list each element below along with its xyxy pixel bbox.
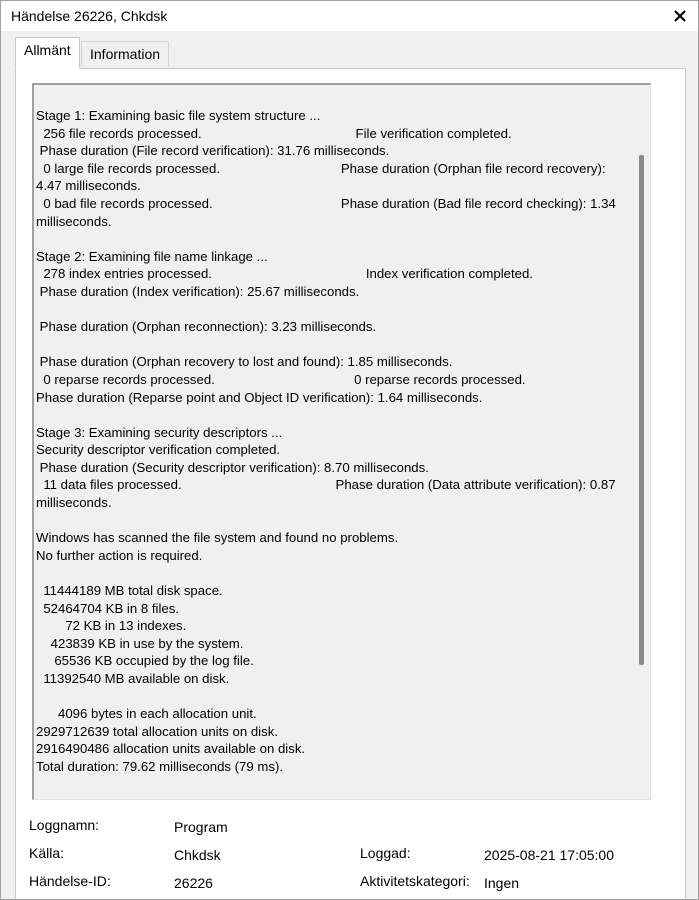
event-text-line [36,406,621,424]
event-text-line: Stage 3: Examining security descriptors ... [36,424,283,440]
event-text-line: 72 KB in 13 indexes. [36,618,187,634]
log-name-value[interactable]: Program [174,819,228,835]
event-text-line: Total duration: 79.62 milliseconds (79 ms). [36,758,284,774]
event-text-line [36,230,621,248]
event-text-line: 65536 KB occupied by the log file. [36,653,254,669]
close-button[interactable] [668,4,692,28]
event-text-line [36,564,621,582]
event-description-text[interactable] [36,107,621,776]
event-text-line: Phase duration (Orphan reconnection): 3.23 milliseconds. [36,319,377,335]
vertical-scrollbar-thumb[interactable] [639,155,644,665]
event-text-line: Phase duration (Index verification): 25.67 milliseconds. [36,283,360,299]
event-text-line: Security descriptor verification completed. [36,442,281,458]
source-value[interactable]: Chkdsk [174,847,221,863]
event-text-line: 11 data files processed. Phase duration (Data attribute verification): 0.87 milliseconds. [36,477,620,511]
event-id-label: Händelse-ID: [29,873,111,889]
close-icon [668,4,692,28]
title-bar [1,1,698,31]
event-text-line: Stage 2: Examining file name linkage ... [36,248,268,264]
event-text-line: 256 file records processed. File verification completed. [36,125,512,141]
logged-value[interactable]: 2025-08-21 17:05:00 [484,847,614,863]
event-text-line: Windows has scanned the file system and found no problems. [36,530,399,546]
event-text-line [36,301,621,319]
event-text-line: 423839 KB in use by the system. [36,635,244,651]
event-text-line: Phase duration (Reparse point and Object ID verification): 1.64 milliseconds. [36,389,483,405]
event-text-line: Phase duration (Security descriptor verification): 8.70 milliseconds. [36,459,429,475]
event-text-line: 11444189 MB total disk space. [36,583,223,599]
event-properties [16,809,685,900]
event-id-value[interactable]: 26226 [174,875,213,891]
event-text-line: 0 reparse records processed. 0 reparse records processed. [36,371,526,387]
event-text-line: 52464704 KB in 8 files. [36,600,179,616]
event-text-line: Phase duration (Orphan recovery to lost and found): 1.85 milliseconds. [36,354,453,370]
logged-label: Loggad: [360,845,411,861]
log-name-label: Loggnamn: [29,817,100,833]
task-category-value[interactable]: Ingen [484,875,520,891]
event-text-line: Phase duration (File record verification): 31.76 milliseconds. [36,143,390,159]
event-text-line [36,336,621,354]
event-text-line: 4096 bytes in each allocation unit. [36,706,257,722]
tab-panel-general [15,68,686,900]
event-text-line: 0 large file records processed. Phase duration (Orphan file record recovery): 4.47 milliseconds. [36,160,610,194]
event-text-line: No further action is required. [36,547,203,563]
event-text-line [36,512,621,530]
task-category-label: Aktivitetskategori: [360,873,470,889]
event-text-line: 0 bad file records processed. Phase duration (Bad file record checking): 1.34 milliseconds. [36,195,620,229]
event-text-line: 2929712639 total allocation units on disk. [36,723,278,739]
event-text-line [36,688,621,706]
tab-allmant[interactable]: Allmänt [15,37,80,69]
source-label: Källa: [29,845,65,861]
event-text-line: 2916490486 allocation units available on disk. [36,741,306,757]
event-text-line: 278 index entries processed. Index verification completed. [36,266,533,282]
window-title: Händelse 26226, Chkdsk [11,8,168,24]
event-description-box[interactable] [32,83,651,800]
tab-information[interactable]: Information [81,41,169,66]
event-text-line: 11392540 MB available on disk. [36,671,230,686]
event-text-line: Stage 1: Examining basic file system structure ... [36,108,321,123]
